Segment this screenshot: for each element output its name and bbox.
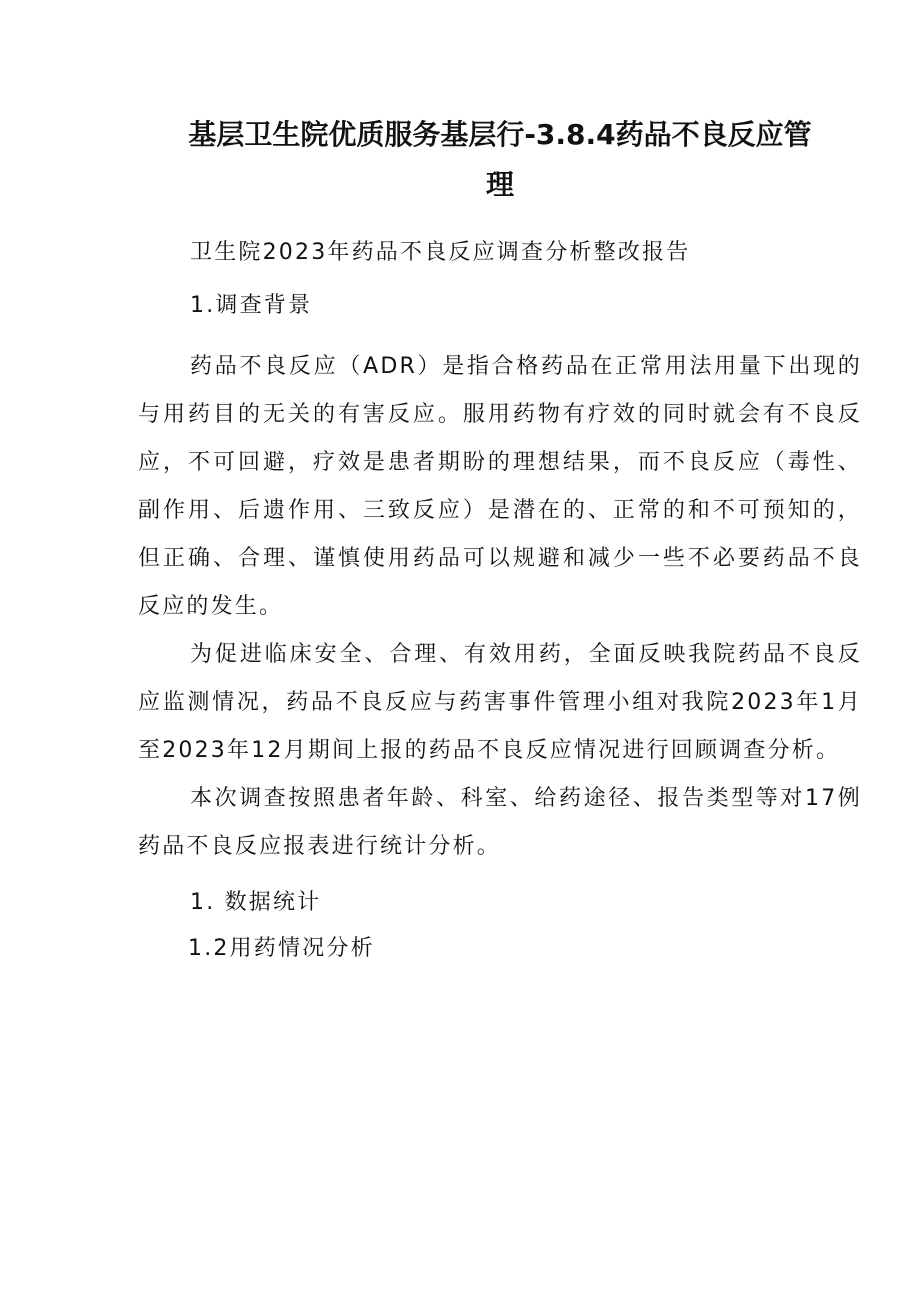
section-heading-statistics: 1. 数据统计 [190,890,322,915]
document-title [150,110,850,210]
paragraph-scope: 本次调查按照患者年龄、科室、给药途径、报告类型等对17例药品不良反应报表进行统计分析。 [138,786,862,859]
body-text [138,343,862,871]
section-heading-drug-usage: 1.2用药情况分析 [188,936,375,961]
title-line-1: 基层卫生院优质服务基层行-3.8.4药品不良反应管 [188,118,812,151]
report-title: 卫生院2023年药品不良反应调查分析整改报告 [190,240,691,265]
title-line-2: 理 [485,168,514,201]
section-heading-background: 1.调查背景 [190,293,313,318]
paragraph-purpose: 为促进临床安全、合理、有效用药，全面反映我院药品不良反应监测情况，药品不良反应与药害事件管理小组对我院2023年1月至2023年12月期间上报的药品不良反应情况进行回顾调查分析。 [138,642,862,763]
paragraph-adr-definition: 药品不良反应（ADR）是指合格药品在正常用法用量下出现的与用药目的无关的有害反应。服用药物有疗效的同时就会有不良反应，不可回避，疗效是患者期盼的理想结果，而不良反应（毒性、副作用、后遗作用、三致反应）是潜在的、正常的和不可预知的，但正确、合理、谨慎使用药品可以规避和减少一些不必要药品不良反应的发生。 [138,354,862,619]
